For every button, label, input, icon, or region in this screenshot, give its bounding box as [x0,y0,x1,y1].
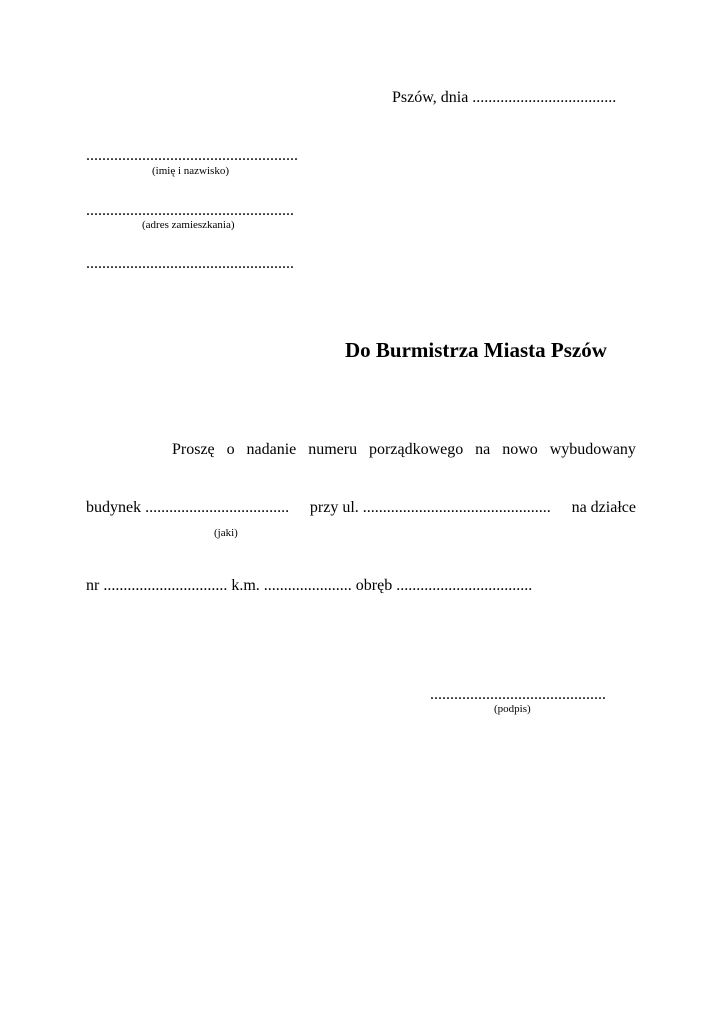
request-word: o [226,441,235,458]
request-line-2 [86,498,636,518]
place-date-line: Pszów, dnia .................................... [392,89,617,106]
request-word: nadanie [246,441,297,458]
request-word: nowo [502,441,538,458]
request-word: wybudowany [549,441,636,458]
request-line-3: nr ............................... k.m. ...................... obręb .................................. [86,577,533,594]
name-caption: (imię i nazwisko) [152,165,229,177]
request-line-1 [86,440,636,460]
addressee-heading: Do Burmistrza Miasta Pszów [345,338,607,362]
signature-caption: (podpis) [494,703,531,715]
request-word: na [475,441,491,458]
address-field-dots-2: .................................................... [86,255,294,272]
request-word: numeru [308,441,358,458]
building-type-caption: (jaki) [214,527,238,539]
plot-label: na działce [571,499,636,516]
request-word: porządkowego [369,441,464,458]
address-field-dots-1: .................................................... [86,202,294,219]
request-word: Proszę [172,441,215,458]
name-field-dots: ..................................................... [86,147,298,164]
street-field: przy ul. ............................................... [309,499,551,516]
building-type-field: budynek .................................... [86,499,290,516]
address-caption: (adres zamieszkania) [142,219,235,231]
signature-field-dots: ............................................ [430,686,606,703]
